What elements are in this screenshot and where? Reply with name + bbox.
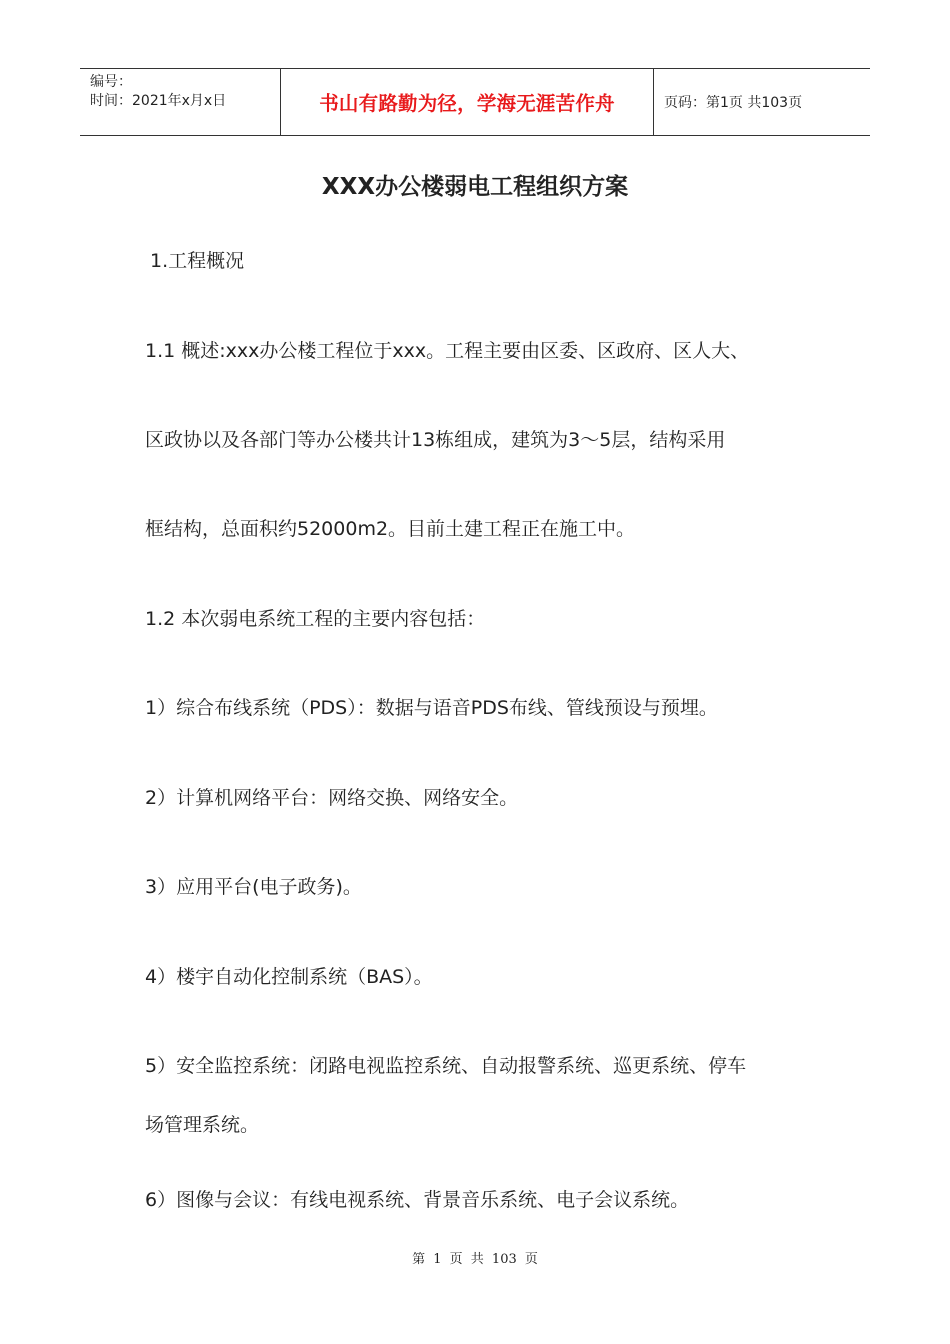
- paragraph-line: 区政协以及各部门等办公楼共计13栋组成，建筑为3～5层，结构采用: [145, 429, 726, 451]
- section-heading: 1.工程概况: [150, 250, 245, 272]
- slogan-text: 书山有路勤为径，学海无涯苦作舟: [319, 92, 615, 115]
- header-slogan-cell: [281, 69, 654, 135]
- list-item: 5）安全监控系统：闭路电视监控系统、自动报警系统、巡更系统、停车: [145, 1055, 747, 1077]
- paragraph-line: 框结构，总面积约52000m2。目前土建工程正在施工中。: [145, 518, 636, 540]
- list-item: 1）综合布线系统（PDS）：数据与语音PDS布线、管线预设与预埋。: [145, 697, 718, 719]
- list-item: 2）计算机网络平台：网络交换、网络安全。: [145, 787, 519, 809]
- paragraph-line: 1.2 本次弱电系统工程的主要内容包括：: [145, 608, 486, 630]
- date-label: 时间：2021年x月x日: [90, 93, 227, 109]
- page-label: 页码：第1页 共103页: [664, 95, 803, 111]
- page-footer: 第 1 页 共 103 页: [412, 1252, 538, 1267]
- header-page-cell: [654, 69, 870, 135]
- list-item-continuation: 场管理系统。: [145, 1114, 260, 1136]
- document-header: [80, 68, 870, 136]
- header-meta-cell: [80, 69, 281, 135]
- code-label: 编号：: [90, 74, 132, 90]
- list-item: 4）楼宇自动化控制系统（BAS）。: [145, 966, 433, 988]
- document-title: XXX办公楼弱电工程组织方案: [321, 174, 629, 200]
- paragraph-line: 1.1 概述:xxx办公楼工程位于xxx。工程主要由区委、区政府、区人大、: [145, 340, 750, 362]
- list-item: 3）应用平台(电子政务)。: [145, 876, 362, 898]
- list-item: 6）图像与会议：有线电视系统、背景音乐系统、电子会议系统。: [145, 1189, 690, 1211]
